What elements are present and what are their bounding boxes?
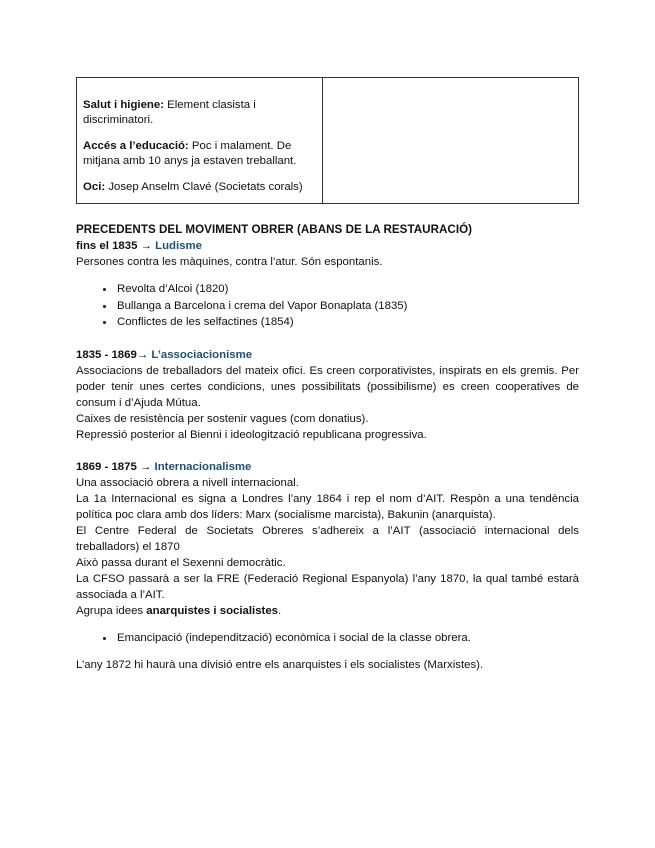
list-item: • Revolta d’Alcoi (1820) (115, 281, 579, 298)
ludisme-title (76, 238, 579, 254)
paragraph: El Centre Federal de Societats Obreres s’adhereix a l’AIT (associació internacional dels treballadors) el 1870 (76, 524, 579, 553)
paragraph: Això passa durant el Sexenni democràtic. (76, 556, 286, 569)
row-text: Josep Anselm Clavé (Societats corals) (105, 181, 303, 193)
row-label: Oci: (83, 181, 106, 193)
agrupa-paragraph (76, 603, 579, 619)
list-item: • Bullanga a Barcelona i crema del Vapor Bonaplata (1835) (115, 298, 579, 315)
paragraph: Repressió posterior al Bienni i ideologització republicana progressiva. (76, 428, 427, 441)
internacionalisme-link-text: Internacionalisme (154, 460, 252, 473)
ludisme-list (76, 281, 579, 331)
section-heading: PRECEDENTS DEL MOVIMENT OBRER (ABANS DE LA RESTAURACIÓ) (76, 223, 473, 236)
table-cell-right (323, 78, 579, 204)
internacionalisme-title (76, 459, 579, 475)
table-cell-left (77, 78, 323, 204)
ludisme-date: fins el 1835 → (76, 240, 156, 252)
ludisme-link-text: Ludisme (155, 240, 202, 252)
row-text: Element clasista i discriminatori. (83, 99, 256, 126)
paragraph: La CFSO passarà a ser la FRE (Federació Regional Espanyola) l’any 1870, la qual també estarà associada a l’AIT. (76, 572, 579, 601)
row-label: Accés a l’educació: (83, 140, 189, 152)
closing-paragraph: L’any 1872 hi haurà una divisió entre els anarquistes i els socialistes (Marxistes). (76, 659, 484, 671)
bold-run: socialistes (219, 604, 279, 617)
internacionalisme-list (76, 630, 579, 647)
table-row (83, 98, 314, 128)
bold-run: i (210, 604, 220, 617)
paragraph: Associacions de treballadors del mateix ofici. Es creen corporativistes, inspirats en els gremis. Per poder tenir unes certes condicions, unes possibilitats (possibilisme) es creen cooperatives de consum i d’Ajuda Mútua. (76, 364, 579, 409)
document-page (76, 77, 579, 673)
row-label: Salut i higiene: (83, 99, 165, 111)
text-run: Agrupa idees (76, 604, 147, 617)
table-row (83, 139, 314, 169)
internacionalisme-date: 1869 - 1875 → (76, 460, 155, 473)
paragraph: La 1a Internacional es signa a Londres l’any 1864 i rep el nom d’AIT. Respòn a una tendència política poc clara amb dos líders: Marx (socialisme marcista), Bakunin (anarquista). (76, 492, 579, 521)
text-run: . (278, 604, 282, 617)
associacionisme-link-text: L’associacionisme (151, 348, 253, 361)
list-item: • Conflictes de les selfactines (1854) (115, 314, 579, 331)
associacionisme-date: 1835 - 1869→ (76, 348, 152, 361)
paragraph: Una associació obrera a nivell internacional. (76, 476, 299, 489)
associacionisme-title (76, 347, 579, 363)
paragraph: Caixes de resistència per sostenir vagues (com donatius). (76, 412, 369, 425)
ludisme-text: Persones contra les màquines, contra l’atur. Són espontanis. (76, 256, 383, 268)
row-text: Poc i malament. De mitjana amb 10 anys ja estaven treballant. (83, 140, 297, 167)
bold-run: anarquistes (146, 604, 211, 617)
table-row (83, 180, 314, 195)
info-table (76, 77, 579, 204)
list-item: • Emancipació (independització) econòmica i social de la classe obrera. (115, 630, 579, 647)
